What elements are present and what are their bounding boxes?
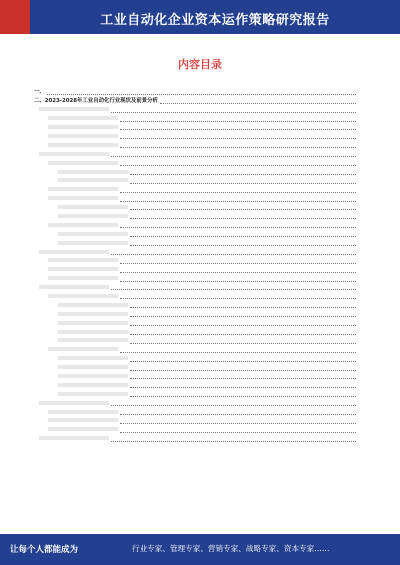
toc-entry[interactable] bbox=[34, 168, 366, 177]
toc-entry[interactable] bbox=[34, 230, 366, 239]
toc-entry[interactable] bbox=[34, 275, 366, 284]
toc-leader-dots bbox=[111, 112, 356, 113]
toc-entry-label bbox=[48, 426, 118, 435]
toc-leader-dots bbox=[120, 129, 356, 130]
toc-leader-dots bbox=[130, 316, 356, 317]
toc-entry-label bbox=[48, 417, 118, 426]
toc-list bbox=[34, 88, 366, 444]
toc-entry[interactable] bbox=[34, 417, 366, 426]
toc-entry-label bbox=[48, 195, 118, 204]
toc-leader-dots bbox=[130, 174, 356, 175]
toc-page bbox=[34, 44, 366, 514]
toc-entry[interactable] bbox=[34, 204, 366, 213]
toc-leader-dots bbox=[111, 441, 356, 442]
toc-entry[interactable] bbox=[34, 186, 366, 195]
toc-leader-dots bbox=[130, 387, 356, 388]
toc-leader-dots bbox=[120, 201, 356, 202]
toc-leader-dots bbox=[120, 121, 356, 122]
toc-entry[interactable] bbox=[34, 284, 366, 293]
toc-entry-label bbox=[39, 248, 109, 257]
toc-leader-dots bbox=[120, 272, 356, 273]
toc-entry-label bbox=[58, 337, 128, 346]
toc-entry[interactable] bbox=[34, 177, 366, 186]
toc-entry-label bbox=[58, 212, 128, 221]
toc-leader-dots bbox=[120, 432, 356, 433]
toc-entry-label bbox=[39, 150, 109, 159]
toc-entry-label bbox=[48, 408, 118, 417]
toc-leader-dots bbox=[130, 396, 356, 397]
toc-leader-dots bbox=[120, 165, 356, 166]
toc-entry-label bbox=[58, 168, 128, 177]
toc-entry-label bbox=[58, 204, 128, 213]
toc-entry[interactable] bbox=[34, 328, 366, 337]
toc-entry-label bbox=[48, 346, 118, 355]
toc-entry-label bbox=[58, 319, 128, 328]
toc-entry-label bbox=[39, 435, 109, 444]
footer-slogan: 让每个人都能成为 bbox=[10, 545, 79, 555]
toc-leader-dots bbox=[111, 405, 356, 406]
toc-entry-label bbox=[58, 390, 128, 399]
toc-entry[interactable] bbox=[34, 390, 366, 399]
toc-leader-dots bbox=[130, 236, 356, 237]
toc-entry-label bbox=[48, 275, 118, 284]
toc-leader-dots bbox=[120, 138, 356, 139]
toc-entry-label bbox=[58, 310, 128, 319]
toc-entry[interactable] bbox=[34, 212, 366, 221]
toc-leader-dots bbox=[120, 298, 356, 299]
toc-entry[interactable] bbox=[34, 426, 366, 435]
toc-entry[interactable] bbox=[34, 381, 366, 390]
toc-entry[interactable] bbox=[34, 399, 366, 408]
toc-entry-label: 一、 bbox=[34, 88, 45, 95]
toc-entry[interactable] bbox=[34, 346, 366, 355]
toc-leader-dots bbox=[130, 209, 356, 210]
toc-entry[interactable] bbox=[34, 373, 366, 382]
toc-leader-dots bbox=[160, 103, 356, 104]
toc-entry[interactable] bbox=[34, 257, 366, 266]
report-header bbox=[0, 0, 400, 34]
toc-entry[interactable] bbox=[34, 159, 366, 168]
toc-leader-dots bbox=[120, 352, 356, 353]
toc-entry-label bbox=[48, 186, 118, 195]
toc-entry[interactable] bbox=[34, 266, 366, 275]
toc-entry-label bbox=[58, 381, 128, 390]
toc-entry[interactable] bbox=[34, 408, 366, 417]
report-footer bbox=[0, 534, 400, 565]
toc-leader-dots bbox=[120, 192, 356, 193]
toc-leader-dots bbox=[120, 423, 356, 424]
toc-leader-dots bbox=[130, 334, 356, 335]
toc-entry[interactable] bbox=[34, 115, 366, 124]
toc-entry-label bbox=[48, 141, 118, 150]
toc-leader-dots bbox=[120, 147, 356, 148]
toc-entry-label bbox=[48, 115, 118, 124]
toc-entry-label bbox=[58, 372, 128, 381]
toc-entry[interactable] bbox=[34, 435, 366, 444]
toc-entry[interactable] bbox=[34, 97, 366, 106]
toc-leader-dots bbox=[130, 343, 356, 344]
toc-leader-dots bbox=[130, 378, 356, 379]
toc-entry-label bbox=[48, 257, 118, 266]
toc-entry-label bbox=[58, 239, 128, 248]
toc-leader-dots bbox=[111, 289, 356, 290]
toc-entry[interactable] bbox=[34, 195, 366, 204]
toc-entry-label bbox=[48, 159, 118, 168]
toc-entry-label bbox=[58, 177, 128, 186]
toc-entry[interactable] bbox=[34, 337, 366, 346]
toc-entry[interactable] bbox=[34, 88, 366, 97]
toc-entry[interactable] bbox=[34, 310, 366, 319]
toc-entry[interactable] bbox=[34, 239, 366, 248]
toc-entry[interactable] bbox=[34, 106, 366, 115]
toc-leader-dots bbox=[120, 281, 356, 282]
report-title: 工业自动化企业资本运作策略研究报告 bbox=[100, 13, 330, 28]
toc-entry[interactable] bbox=[34, 364, 366, 373]
toc-entry-label bbox=[58, 364, 128, 373]
toc-heading: 内容目录 bbox=[178, 58, 222, 71]
toc-entry-label bbox=[39, 399, 109, 408]
toc-leader-dots bbox=[130, 361, 356, 362]
header-accent-bar bbox=[0, 0, 30, 34]
toc-entry-label bbox=[58, 355, 128, 364]
footer-tagline: 行业专家、管理专家、营销专家、战略专家、资本专家…… bbox=[132, 544, 330, 553]
toc-leader-dots bbox=[130, 245, 356, 246]
toc-leader-dots bbox=[130, 370, 356, 371]
toc-entry[interactable] bbox=[34, 150, 366, 159]
toc-entry[interactable] bbox=[34, 355, 366, 364]
toc-entry-label: 二、2023-2028年工业自动化行业现状及前景分析 bbox=[34, 97, 158, 104]
toc-entry-label bbox=[48, 292, 118, 301]
toc-entry-label bbox=[48, 132, 118, 141]
toc-leader-dots bbox=[130, 183, 356, 184]
toc-leader-dots bbox=[111, 254, 356, 255]
toc-entry-label bbox=[58, 230, 128, 239]
toc-entry-label bbox=[39, 106, 109, 115]
toc-leader-dots bbox=[130, 325, 356, 326]
toc-entry[interactable] bbox=[34, 292, 366, 301]
toc-entry-label bbox=[48, 266, 118, 275]
toc-leader-dots bbox=[130, 307, 356, 308]
toc-leader-dots bbox=[111, 156, 356, 157]
toc-entry[interactable] bbox=[34, 248, 366, 257]
toc-entry[interactable] bbox=[34, 301, 366, 310]
toc-entry-label bbox=[58, 328, 128, 337]
toc-leader-dots bbox=[120, 414, 356, 415]
toc-entry-label bbox=[48, 221, 118, 230]
toc-entry[interactable] bbox=[34, 221, 366, 230]
toc-leader-dots bbox=[120, 227, 356, 228]
toc-leader-dots bbox=[47, 94, 356, 95]
toc-entry[interactable] bbox=[34, 124, 366, 133]
toc-entry-label bbox=[48, 124, 118, 133]
toc-entry[interactable] bbox=[34, 319, 366, 328]
toc-leader-dots bbox=[120, 263, 356, 264]
toc-entry[interactable] bbox=[34, 141, 366, 150]
toc-entry[interactable] bbox=[34, 132, 366, 141]
toc-leader-dots bbox=[130, 218, 356, 219]
toc-entry-label bbox=[58, 301, 128, 310]
toc-entry-label bbox=[39, 284, 109, 293]
